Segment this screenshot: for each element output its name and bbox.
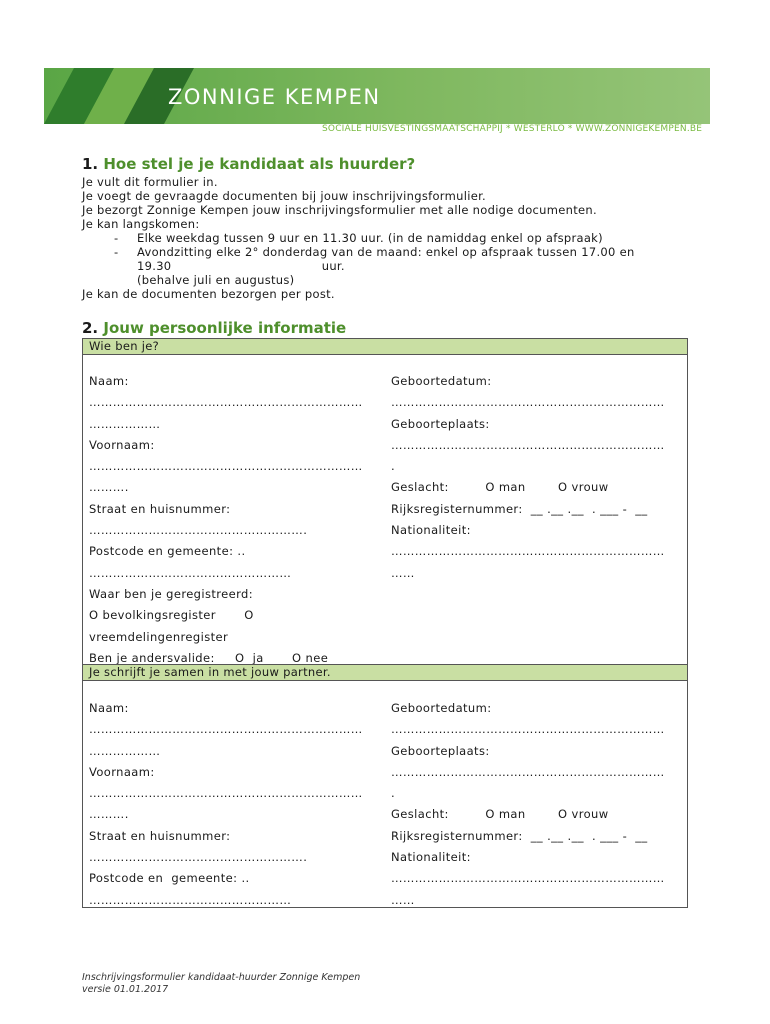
fill-line[interactable]: ……………… (89, 416, 161, 431)
fill-line[interactable]: …………………………………………………………… (89, 722, 363, 737)
fill-line[interactable]: …………………………………………………………… (89, 786, 363, 801)
applicant-box-header: Wie ben je? (83, 339, 687, 355)
field-label: Naam: (89, 701, 129, 715)
national-number-field[interactable]: Rijksregisternummer: __ .__ .__ . ___ - __ (391, 501, 648, 516)
section-1-body (82, 175, 635, 301)
section-2-heading (82, 319, 346, 337)
field-label: Waar ben je geregistreerd: (89, 586, 254, 601)
section-1-heading (82, 155, 415, 173)
applicant-box (82, 338, 688, 666)
fill-line[interactable]: …………………………………………… (89, 565, 292, 580)
brand-tagline: SOCIALE HUISVESTINGSMAATSCHAPPIJ * WESTERLO * WWW.ZONNIGEKEMPEN.BE (322, 124, 703, 134)
field-label: Geboortedatum: (391, 374, 492, 388)
bullet-text: Avondzitting elke 2° donderdag van de maand: enkel op afspraak tussen 17.00 en (137, 245, 635, 259)
bullet-weekday (82, 231, 635, 245)
bullet-dash: - (114, 245, 119, 259)
field-label: Voornaam: (89, 764, 155, 779)
fill-line[interactable]: …………………………………………………………… (391, 871, 665, 886)
fill-line[interactable]: …………………………………………………………… (391, 395, 665, 410)
field-label: Geboortedatum: (391, 701, 492, 715)
fill-line[interactable]: …………………………………………………………… (391, 437, 665, 452)
partner-right-column (391, 698, 687, 911)
bullet-text: (behalve juli en augustus) (137, 273, 295, 287)
bullet-evening-cont (82, 259, 635, 273)
disability-options[interactable]: Ben je andersvalide: O ja O nee (89, 650, 329, 665)
fill-line[interactable]: ………………………………………………. (89, 523, 308, 538)
registry-options[interactable]: O bevolkingsregister O (89, 608, 254, 623)
field-label: Voornaam: (89, 437, 155, 452)
field-label: Straat en huisnummer: (89, 828, 231, 843)
partner-box-header: Je schrijft je samen in met jouw partner. (83, 665, 687, 681)
bullet-evening-cont (82, 273, 635, 287)
field-label: Geboorteplaats: (391, 416, 490, 431)
section-1-title: Hoe stel je je kandidaat als huurder? (103, 155, 416, 173)
section-2-number: 2. (82, 319, 99, 337)
field-label: Naam: (89, 374, 129, 388)
footer-title: Inschrijvingsformulier kandidaat-huurder Zonnige Kempen (82, 972, 361, 983)
page-footer (82, 972, 360, 996)
partner-box (82, 664, 688, 908)
field-label: Postcode en gemeente: .. (89, 871, 250, 886)
gender-options[interactable]: Geslacht: O man O vrouw (391, 480, 609, 495)
footer-version: versie 01.01.2017 (82, 984, 169, 995)
gender-options[interactable]: Geslacht: O man O vrouw (391, 807, 609, 822)
registry-options[interactable]: vreemdelingenregister (89, 629, 229, 644)
fill-line[interactable]: …………………………………………………………… (391, 722, 665, 737)
bullet-evening (82, 245, 635, 259)
instruction-line: Je vult dit formulier in. (82, 175, 218, 189)
fill-line[interactable]: ………. (89, 807, 129, 822)
fill-line[interactable]: …………………………………………………………… (89, 459, 363, 474)
field-label: Geboorteplaats: (391, 743, 490, 758)
fill-line[interactable]: …………………………………………………………… (391, 544, 665, 559)
field-label: Nationaliteit: (391, 850, 471, 865)
national-number-field[interactable]: Rijksregisternummer: __ .__ .__ . ___ - __ (391, 828, 648, 843)
fill-line[interactable]: …………………………………………… (89, 892, 292, 907)
instruction-line: Je kan de documenten bezorgen per post. (82, 287, 335, 301)
bullet-text: 19.30 uur. (137, 259, 345, 273)
partner-left-column (89, 698, 379, 911)
fill-line[interactable]: ………………………………………………. (89, 850, 308, 865)
brand-name: ZONNIGE KEMPEN (168, 85, 381, 109)
section-1-number: 1. (82, 155, 99, 173)
field-label: Postcode en gemeente: .. (89, 544, 246, 559)
fill-line[interactable]: . (391, 459, 396, 474)
field-label: Nationaliteit: (391, 523, 471, 538)
applicant-right-column (391, 371, 687, 584)
field-label: Straat en huisnummer: (89, 501, 231, 516)
fill-line[interactable]: ………. (89, 480, 129, 495)
fill-line[interactable]: ……………… (89, 743, 161, 758)
instruction-line: Je bezorgt Zonnige Kempen jouw inschrijvingsformulier met alle nodige documenten. (82, 203, 597, 217)
fill-line[interactable]: …………………………………………………………… (89, 395, 363, 410)
fill-line[interactable]: …………………………………………………………… (391, 764, 665, 779)
instruction-line: Je kan langskomen: (82, 217, 200, 231)
bullet-text: Elke weekdag tussen 9 uur en 11.30 uur. (in de namiddag enkel op afspraak) (137, 231, 603, 245)
instruction-line: Je voegt de gevraagde documenten bij jouw inschrijvingsformulier. (82, 189, 487, 203)
fill-line[interactable]: . (391, 786, 396, 801)
applicant-left-column (89, 371, 379, 669)
fill-line[interactable]: …… (391, 565, 415, 580)
fill-line[interactable]: …… (391, 892, 415, 907)
bullet-dash: - (114, 231, 119, 245)
section-2-title: Jouw persoonlijke informatie (103, 319, 347, 337)
